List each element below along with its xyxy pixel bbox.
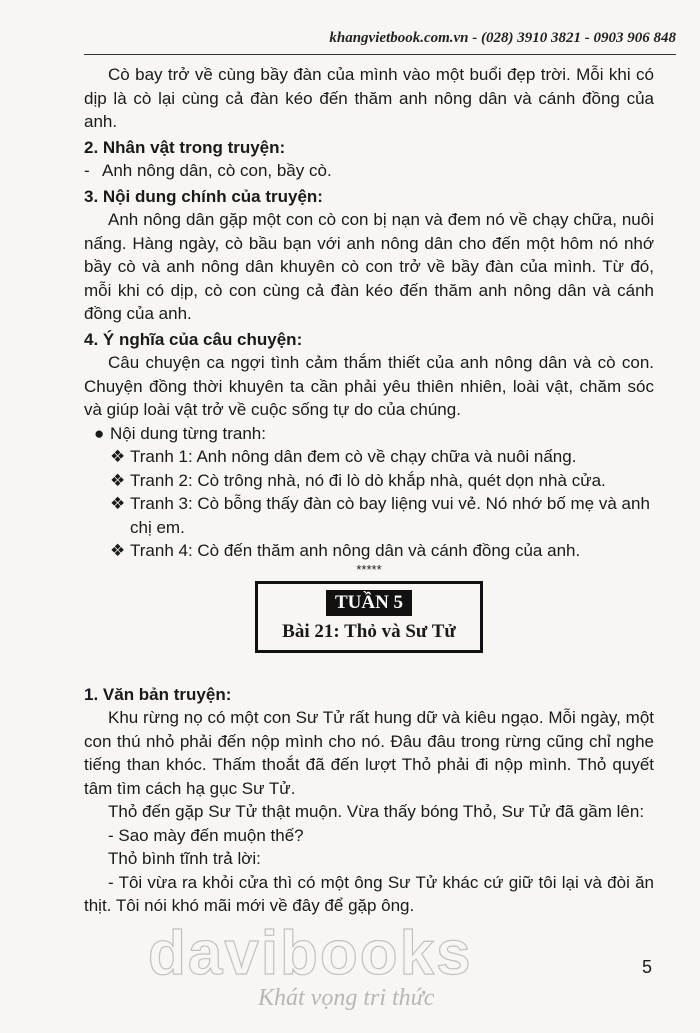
section-2-heading: 2. Nhân vật trong truyện: [84,137,286,157]
section-4-text: Câu chuyện ca ngợi tình cảm thắm thiết của anh nông dân và cò con. Chuyện đồng thời khuyên ta cần phải yêu thiên nhiên, loài vật, chăm sóc và giúp loài vật trở về cuộc sống tự do của chúng. [84,353,654,419]
story-paragraph-2: Thỏ đến gặp Sư Tử thật muộn. Vừa thấy bóng Thỏ, Sư Tử đã gầm lên: [108,802,645,821]
lesson-title: Bài 21: Thỏ và Sư Tử [282,620,456,642]
diamond-bullet-icon: ❖ [110,541,126,560]
picture-item-1 [84,445,654,469]
story-dialogue-2: - Tôi vừa ra khỏi cửa thì có một ông Sư Tử khác cứ giữ tôi lại và đòi ăn thịt. Tôi nói khó mãi mới về đây để gặp ông. [84,872,654,915]
picture-item-text: Tranh 3: Cò bỗng thấy đàn cò bay liệng vui vẻ. Nó nhớ bố mẹ và anh chị em. [130,494,650,537]
picture-item-3 [84,492,654,539]
diamond-bullet-icon: ❖ [110,447,126,466]
page-number: 5 [641,957,652,977]
section-2-item: - Anh nông dân, cò con, bầy cò. [84,161,332,180]
pictures-bullet [84,422,654,446]
week-badge: TUẦN 5 [326,590,412,616]
header-divider [84,54,676,55]
picture-item-2 [84,469,654,493]
picture-item-text: Tranh 4: Cò đến thăm anh nông dân và cánh đồng của anh. [130,541,581,560]
story-paragraph-3: Thỏ bình tĩnh trả lời: [108,849,261,868]
separator-stars: ***** [356,561,382,577]
story-dialogue-1: - Sao mày đến muộn thế? [108,825,304,845]
lesson-title-box [255,581,483,653]
section-2-item-text: Anh nông dân, cò con, bầy cò. [102,161,332,180]
header-site-info: khangvietbook.com.vn - (028) 3910 3821 - 0903 906 848 [329,30,676,46]
picture-item-text: Tranh 1: Anh nông dân đem cò về chạy chữa và nuôi nấng. [130,447,577,466]
picture-item-4 [84,539,654,563]
story-heading: 1. Văn bản truyện: [84,684,232,704]
intro-paragraph: Cò bay trở về cùng bầy đàn của mình vào một buổi đẹp trời. Mỗi khi có dịp là cò lại cùng cả đàn kéo đến thăm anh nông dân và cánh đồng của anh. [84,65,654,131]
diamond-bullet-icon: ❖ [110,494,126,513]
page-content [84,63,654,918]
section-3-text: Anh nông dân gặp một con cò con bị nạn và đem nó về chạy chữa, nuôi nấng. Hàng ngày, cò bầu bạn với anh nông dân cho đến một hôm nó nhớ bầy cò và anh nông dân khuyên cò con trở về bầy đàn của mình. Từ đó, mỗi khi có dịp, cò con cùng cả đàn kéo đến thăm anh nông dân và cánh đồng của anh. [84,210,654,323]
section-3-heading: 3. Nội dung chính của truyện: [84,186,323,206]
bullet-icon: ● [94,423,105,443]
picture-item-text: Tranh 2: Cò trông nhà, nó đi lò dò khắp nhà, quét dọn nhà cửa. [130,470,606,490]
pictures-bullet-text: Nội dung từng tranh: [110,423,266,443]
watermark-slogan: Khát vọng tri thức [258,985,435,1011]
diamond-bullet-icon: ❖ [110,470,126,490]
section-4-heading: 4. Ý nghĩa của câu chuyện: [84,329,303,349]
watermark-logo: davibooks [148,919,473,988]
story-paragraph-1: Khu rừng nọ có một con Sư Tử rất hung dữ và kiêu ngạo. Mỗi ngày, một con thú nhỏ phải đến nộp mình cho nó. Đâu đâu trong rừng cũng chỉ nghe tiếng than khóc. Thấm thoắt đã đến lượt Thỏ phải đi nộp mình. Thỏ quyết tâm tìm cách hạ gục Sư Tử. [84,708,654,798]
